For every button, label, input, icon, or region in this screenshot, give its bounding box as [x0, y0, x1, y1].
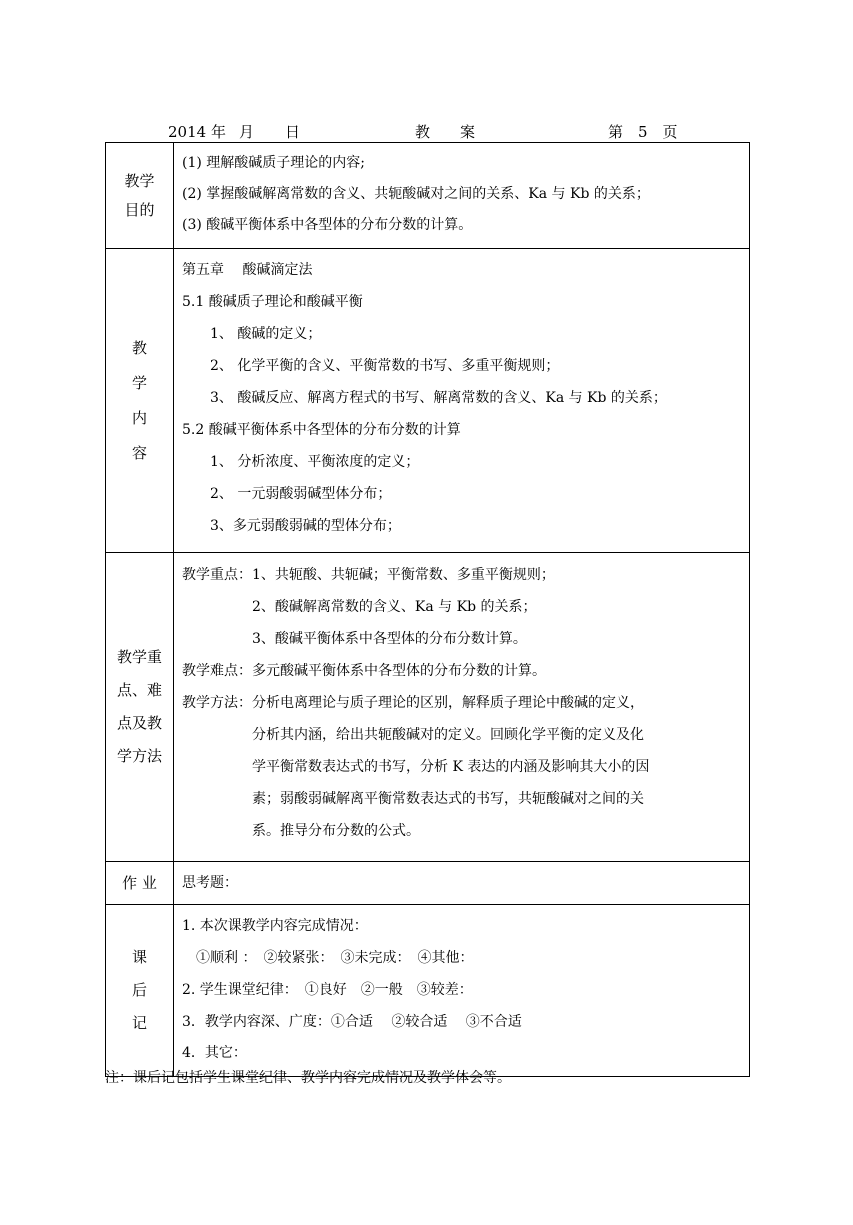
homework-row [106, 862, 750, 905]
afterclass-line: 2. 学生课堂纪律： ①良好 ②一般 ③较差： [182, 982, 473, 998]
afterclass-content [174, 905, 750, 1077]
content-line: 2、 化学平衡的含义、平衡常数的书写、多重平衡规则； [182, 358, 560, 374]
header-day: 日 [285, 123, 301, 141]
method-line: 素；弱酸弱碱解离平衡常数表达式的书写，共轭酸碱对之间的关 [182, 791, 644, 807]
content-line: 3、 酸碱反应、解离方程式的书写、解离常数的含义、Ka 与 Kb 的关系； [182, 390, 667, 406]
afterclass-label: 课 后 记 [106, 905, 174, 1077]
method-line: 分析其内涵，给出共轭酸碱对的定义。回顾化学平衡的定义及化 [182, 727, 644, 743]
method-label: 教学重 点、难 点及教 学方法 [106, 553, 174, 862]
footnote: 注：课后记包括学生课堂纪律、教学内容完成情况及教学体会等。 [105, 1070, 511, 1086]
method-line: 教学难点：多元酸碱平衡体系中各型体的分布分数的计算。 [182, 663, 546, 679]
afterclass-line: 1. 本次课教学内容完成情况： [182, 918, 368, 934]
method-row [106, 553, 750, 862]
content-label: 教 学 内 容 [106, 249, 174, 553]
content-row [106, 249, 750, 553]
objectives-label: 教学 目的 [106, 143, 174, 249]
method-line: 系。推导分布分数的公式。 [182, 823, 420, 839]
lesson-plan-table [105, 142, 750, 1077]
content-line: 5.1 酸碱质子理论和酸碱平衡 [182, 294, 363, 310]
content-line: 3、多元弱酸弱碱的型体分布； [182, 518, 401, 534]
content-content [174, 249, 750, 553]
page-header [105, 123, 750, 143]
afterclass-line: ①顺利 ： ②较紧张： ③未完成： ④其他： [182, 950, 474, 966]
method-line: 教学方法：分析电离理论与质子理论的区别，解释质子理论中酸碱的定义， [182, 695, 644, 711]
header-page: 第 5 页 [608, 123, 678, 141]
objectives-row [106, 143, 750, 249]
objectives-content [174, 143, 750, 249]
objective-line: (2) 掌握酸碱解离常数的含义、共轭酸碱对之间的关系、Ka 与 Kb 的关系； [182, 186, 650, 202]
afterclass-row [106, 905, 750, 1077]
homework-label: 作 业 [106, 862, 174, 905]
objective-line: (1) 理解酸碱质子理论的内容; [182, 155, 365, 171]
content-line: 2、 一元弱酸弱碱型体分布； [182, 486, 392, 502]
content-line: 1、 酸碱的定义； [182, 326, 322, 342]
method-line: 3、酸碱平衡体系中各型体的分布分数计算。 [182, 631, 527, 647]
afterclass-line: 3．教学内容深、广度：①合适 ②较合适 ③不合适 [182, 1014, 522, 1030]
header-month: 月 [239, 123, 255, 141]
method-line: 学平衡常数表达式的书写，分析 K 表达的内涵及影响其大小的因 [182, 759, 650, 775]
method-content [174, 553, 750, 862]
method-line: 教学重点：1、共轭酸、共轭碱；平衡常数、多重平衡规则； [182, 567, 555, 583]
header-title: 教 案 [415, 123, 476, 141]
header-year: 2014 年 [168, 123, 226, 141]
content-line: 第五章 酸碱滴定法 [182, 262, 313, 278]
afterclass-line: 4．其它： [182, 1045, 247, 1061]
objective-line: (3) 酸碱平衡体系中各型体的分布分数的计算。 [182, 217, 473, 233]
homework-content [174, 862, 750, 905]
content-line: 5.2 酸碱平衡体系中各型体的分布分数的计算 [182, 422, 461, 438]
homework-text: 思考题： [182, 875, 238, 891]
content-line: 1、 分析浓度、平衡浓度的定义； [182, 454, 420, 470]
method-line: 2、酸碱解离常数的含义、Ka 与 Kb 的关系； [182, 599, 537, 615]
